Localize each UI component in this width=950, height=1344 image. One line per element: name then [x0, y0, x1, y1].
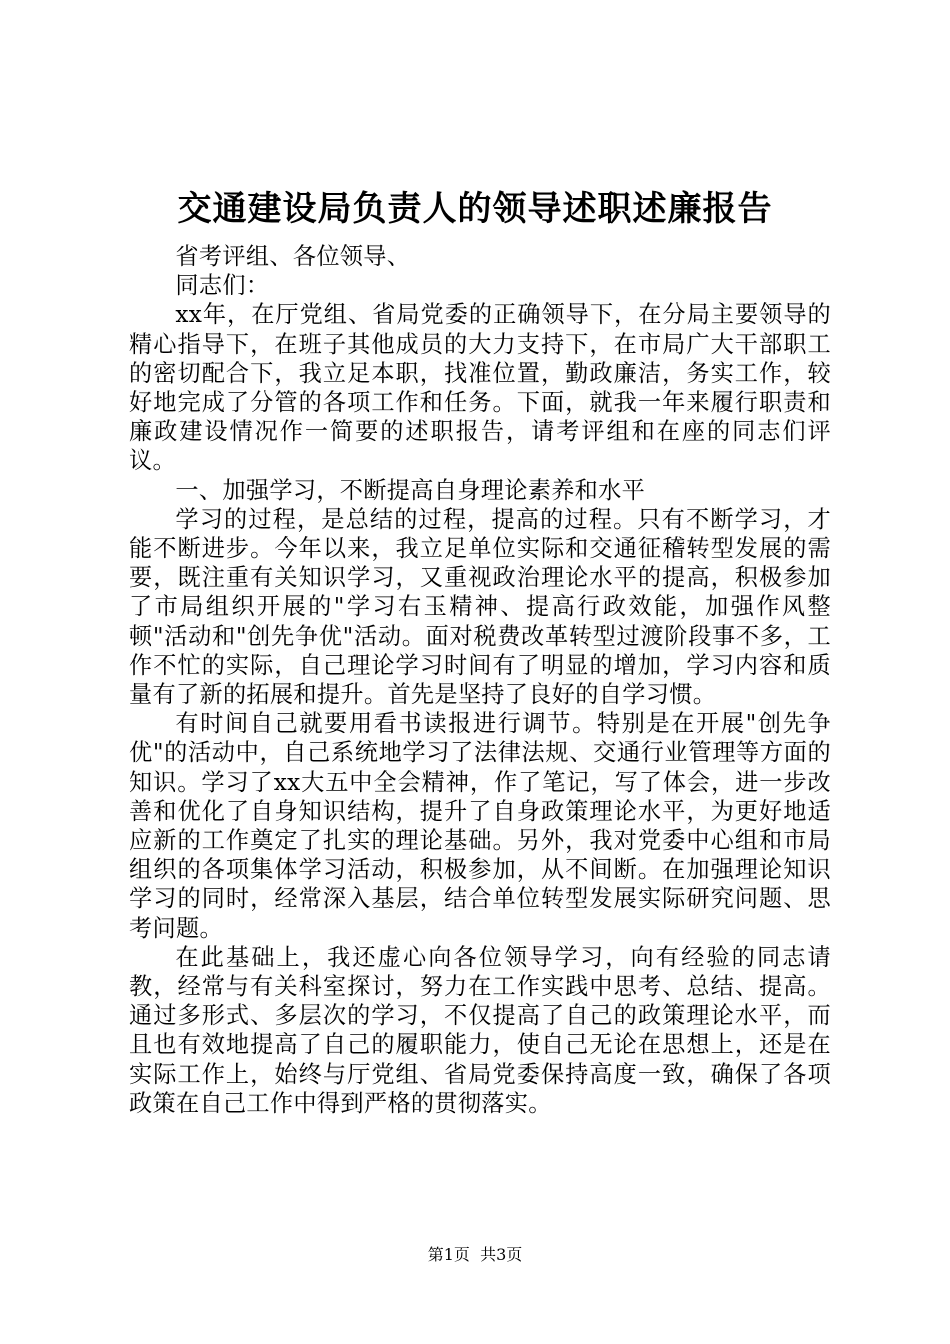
paragraph-study-2: 有时间自己就要用看书读报进行调节。特别是在开展"创先争优"的活动中，自己系统地学习了法律法规、交通行业管理等方面的知识。学习了xx大五中全会精神，作了笔记，写了体会，进一步改善和优化了自身知识结构，提升了自身政策理论水平，为更好地适应新的工作奠定了扎实的理论基础。另外，我对党委中心组和市局组织的各项集体学习活动，积极参加，从不间断。在加强理论知识学习的同时，经常深入基层，结合单位转型发展实际研究问题、思考问题。: [129, 710, 831, 942]
paragraph-study-3: 在此基础上，我还虚心向各位领导学习，向有经验的同志请教，经常与有关科室探讨，努力在工作实践中思考、总结、提高。通过多形式、多层次的学习，不仅提高了自己的政策理论水平，而且也有效地提高了自己的履职能力，使自己无论在思想上，还是在实际工作上，始终与厅党组、省局党委保持高度一致，确保了各项政策在自己工作中得到严格的贯彻落实。: [129, 943, 831, 1117]
page-footer: [0, 1245, 950, 1265]
document-title: 交通建设局负责人的领导述职述廉报告: [177, 189, 773, 229]
page-number: 第1页 共3页: [427, 1245, 523, 1264]
salutation-line-2: 同志们：: [175, 272, 270, 300]
salutation-line-1: 省考评组、各位领导、: [175, 243, 411, 270]
paragraph-intro: xx年，在厅党组、省局党委的正确领导下，在分局主要领导的精心指导下，在班子其他成员的大力支持下，在市局广大干部职工的密切配合下，我立足本职，找准位置，勤政廉洁，务实工作，较好地完成了分管的各项工作和任务。下面，就我一年来履行职责和廉政建设情况作一简要的述职报告，请考评组和在座的同志们评议。: [129, 301, 831, 475]
section-heading-1: 一、加强学习，不断提高自身理论素养和水平: [175, 476, 646, 504]
document-body: [129, 242, 831, 1118]
paragraph-study-1: 学习的过程，是总结的过程，提高的过程。只有不断学习，才能不断进步。今年以来，我立足单位实际和交通征稽转型发展的需要，既注重有关知识学习，又重视政治理论水平的提高，积极参加了市局组织开展的"学习右玉精神、提高行政效能，加强作风整顿"活动和"创先争优"活动。面对税费改革转型过渡阶段事不多，工作不忙的实际，自己理论学习时间有了明显的增加，学习内容和质量有了新的拓展和提升。首先是坚持了良好的自学习惯。: [129, 505, 831, 709]
